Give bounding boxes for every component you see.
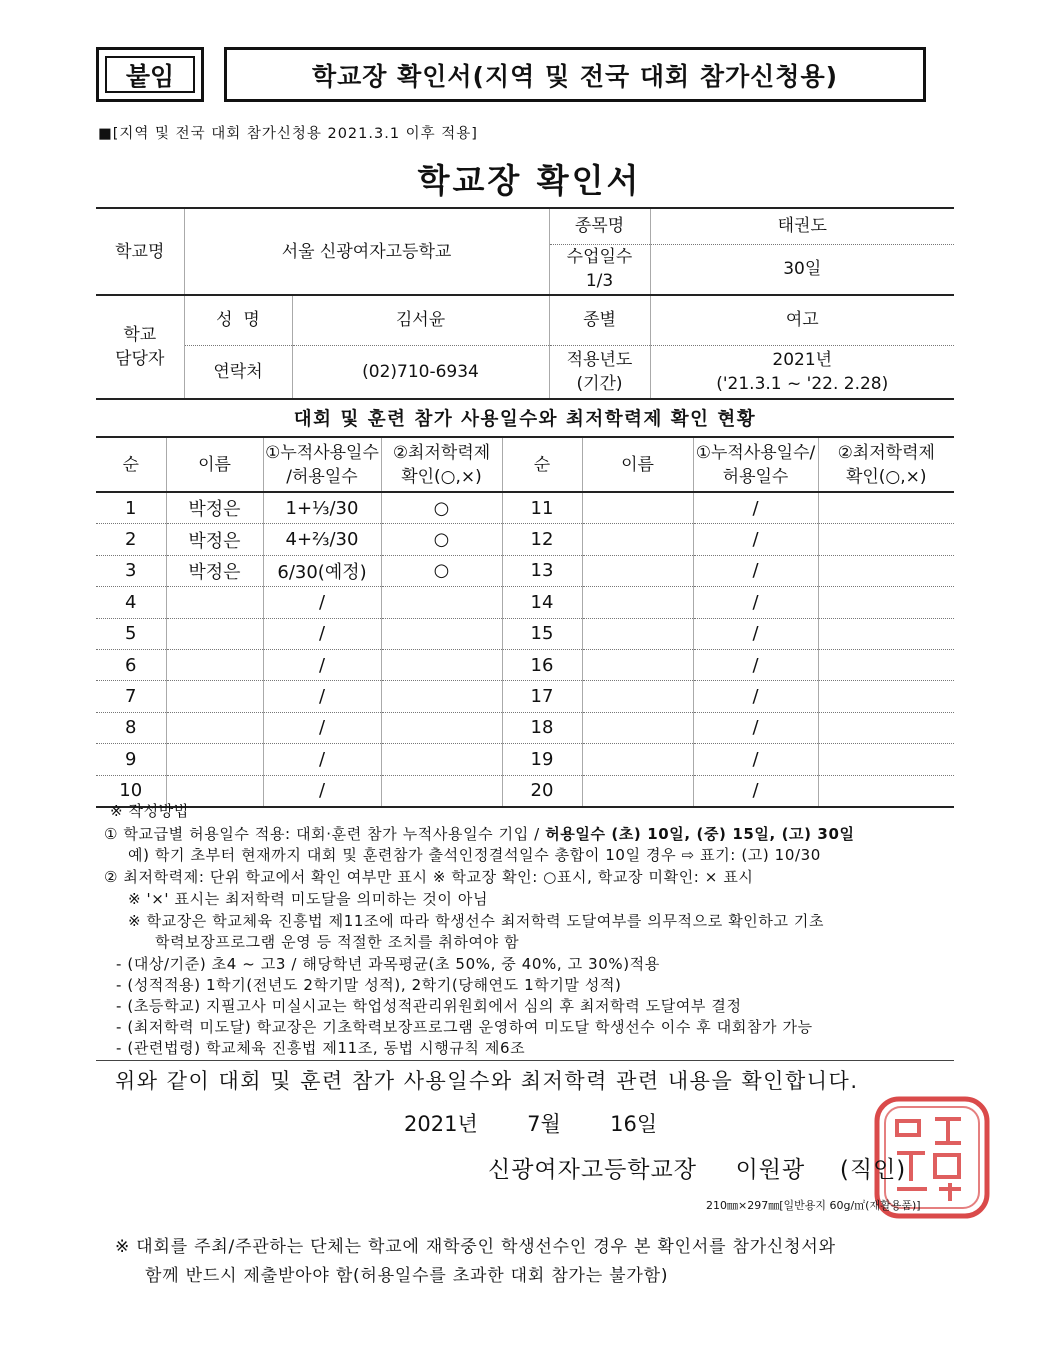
category-value: 여고: [650, 295, 954, 345]
event-label: 종목명: [549, 208, 650, 244]
row-no: 8: [96, 712, 166, 743]
table-row: [96, 555, 954, 586]
paper-spec: 210㎜×297㎜[일반용지 60g/㎡(재활용품)]: [706, 1199, 921, 1212]
attachment-label: 붙임: [125, 61, 175, 91]
date-month: 7월: [527, 1112, 561, 1136]
year-value: [650, 345, 954, 399]
row-name: [166, 587, 263, 618]
application-notice: ■[지역 및 전국 대회 참가신청용 2021.3.1 이후 적용]: [98, 126, 478, 142]
note-2-c: 학력보장프로그램 운영 등 적절한 조치를 취하여야 함: [155, 933, 520, 951]
header-min-right-line2: 확인(○,×): [845, 466, 927, 487]
date-day: 16일: [610, 1112, 658, 1136]
row-check-right: [818, 649, 954, 680]
manager-label-line1: 학교: [123, 325, 157, 345]
row-no: 6: [96, 649, 166, 680]
row-days: /: [263, 712, 381, 743]
header-cumulative-right: [693, 437, 818, 492]
row-check: [381, 681, 502, 712]
row-name: 박정은: [166, 492, 263, 524]
row-no: 9: [96, 744, 166, 775]
row-no-right: 20: [502, 775, 582, 807]
year-label-text: 적용년도: [566, 349, 633, 370]
note-2: ② 최저학력제: 단위 학교에서 확인 여부만 표시 ※ 학교장 확인: ○표시, 학교장 미확인: × 표시: [104, 868, 754, 886]
row-no-right: 19: [502, 744, 582, 775]
row-check-right: [818, 618, 954, 649]
attachment-label-box: [96, 47, 204, 102]
row-days: /: [263, 744, 381, 775]
row-days: 4+⅔/30: [263, 524, 381, 555]
year-value-text: 2021년: [772, 349, 833, 370]
note-1: [104, 824, 855, 845]
note-bullet-5: - (관련법령) 학교체육 진흥법 제11조, 동법 시행규칙 제6조: [116, 1039, 526, 1057]
school-value: 서울 신광여자고등학교: [184, 208, 549, 295]
school-info-table: [96, 207, 954, 400]
row-no-right: 11: [502, 492, 582, 524]
event-value: 태권도: [650, 208, 954, 244]
class-days-label: [549, 244, 650, 295]
row-no-right: 17: [502, 681, 582, 712]
header-title: 학교장 확인서(지역 및 전국 대회 참가신청용): [311, 61, 839, 91]
row-name: 박정은: [166, 524, 263, 555]
row-days: /: [263, 649, 381, 680]
row-check: [381, 649, 502, 680]
header-cumulative-right-line1: ①누적사용일수/: [695, 442, 816, 463]
table-row: [96, 524, 954, 555]
table-row: [96, 618, 954, 649]
row-no-right: 13: [502, 555, 582, 586]
row-check: [381, 744, 502, 775]
header-min-right-line1: ②최저학력제: [837, 442, 935, 463]
header-min-academic: [381, 437, 502, 492]
header-min-line2: 확인(○,×): [401, 466, 482, 487]
row-days-right: /: [693, 587, 818, 618]
class-days-value: 30일: [650, 244, 954, 295]
row-check-right: [818, 775, 954, 807]
manager-label-line2: 담당자: [115, 349, 165, 369]
table-row: [96, 744, 954, 775]
row-name: [166, 712, 263, 743]
header-name-right: 이름: [582, 437, 693, 492]
notes-divider: [96, 1060, 954, 1061]
footer-note: [115, 1233, 836, 1291]
row-days-right: /: [693, 775, 818, 807]
row-check: [381, 618, 502, 649]
row-no-right: 18: [502, 712, 582, 743]
table-row: [96, 712, 954, 743]
header-no-right: 순: [502, 437, 582, 492]
row-check: ○: [381, 524, 502, 555]
row-days: 1+⅓/30: [263, 492, 381, 524]
table-row: [96, 681, 954, 712]
header-name: 이름: [166, 437, 263, 492]
header-title-box: [224, 47, 926, 102]
row-days-right: /: [693, 618, 818, 649]
row-no: 10: [96, 775, 166, 807]
table-row: [96, 492, 954, 524]
category-label: 종별: [549, 295, 650, 345]
year-label-sub: (기간): [576, 373, 623, 394]
row-days-right: /: [693, 555, 818, 586]
note-bullet-1: - (대상/기준) 초4 ~ 고3 / 해당학년 과목평균(초 50%, 중 40%, 고 30%)적용: [116, 955, 660, 973]
principal-signature-line: [488, 1151, 906, 1184]
header-cumulative: [263, 437, 381, 492]
row-no-right: 15: [502, 618, 582, 649]
row-name: [166, 649, 263, 680]
row-check-right: [818, 555, 954, 586]
table-row: [96, 649, 954, 680]
row-no-right: 12: [502, 524, 582, 555]
row-name: 박정은: [166, 555, 263, 586]
row-check-right: [818, 524, 954, 555]
class-days-label-text: 수업일수: [566, 247, 633, 268]
note-1-example: 예) 학기 초부터 현재까지 대회 및 훈련참가 출석인정결석일수 총합이 10일 경우 ⇨ 표기: (고) 10/30: [128, 846, 821, 864]
row-check: [381, 587, 502, 618]
principal-name: 이원광: [735, 1157, 806, 1183]
row-days-right: /: [693, 649, 818, 680]
row-name: [166, 744, 263, 775]
row-check: [381, 775, 502, 807]
seal-label: (직인): [839, 1157, 907, 1183]
row-name: [166, 618, 263, 649]
footer-note-line1: ※ 대회를 주최/주관하는 단체는 학교에 재학중인 학생선수인 경우 본 확인서를 참가신청서와: [115, 1237, 836, 1257]
note-1-bold: 허용일수 (초) 10일, (중) 15일, (고) 30일: [545, 825, 855, 843]
manager-label: [96, 295, 184, 399]
confirmation-statement: 위와 같이 대회 및 훈련 참가 사용일수와 최저학력 관련 내용을 확인합니다.: [115, 1069, 859, 1093]
row-name-right: [582, 712, 693, 743]
row-name-right: [582, 555, 693, 586]
note-bullet-3: - (초등학교) 지필고사 미실시교는 학업성적관리위원회에서 심의 후 최저학력 도달여부 결정: [116, 997, 742, 1015]
table-row: [96, 587, 954, 618]
row-no: 7: [96, 681, 166, 712]
date-year: 2021년: [404, 1112, 478, 1136]
issue-date: [404, 1108, 657, 1138]
row-days-right: /: [693, 681, 818, 712]
row-check: ○: [381, 555, 502, 586]
row-days-right: /: [693, 524, 818, 555]
contact-label: 연락처: [184, 345, 292, 399]
row-check-right: [818, 744, 954, 775]
name-value: 김서윤: [292, 295, 549, 345]
row-name-right: [582, 587, 693, 618]
row-check-right: [818, 681, 954, 712]
note-bullet-2: - (성적적용) 1학기(전년도 2학기말 성적), 2학기(당해연도 1학기말 성적): [116, 976, 622, 994]
footer-note-line2: 함께 반드시 제출받아야 함(허용일수를 초과한 대회 참가는 불가함): [145, 1266, 669, 1286]
row-no: 5: [96, 618, 166, 649]
contact-value: (02)710-6934: [292, 345, 549, 399]
row-name: [166, 681, 263, 712]
note-bullet-4: - (최저학력 미도달) 학교장은 기초학력보장프로그램 운영하여 미도달 학생선수 이수 후 대회참가 가능: [116, 1018, 813, 1036]
header-min-academic-right: [818, 437, 954, 492]
row-no: 3: [96, 555, 166, 586]
note-2-b: ※ 학교장은 학교체육 진흥법 제11조에 따라 학생선수 최저학력 도달여부를 의무적으로 확인하고 기초: [128, 912, 825, 930]
row-days: /: [263, 587, 381, 618]
row-name-right: [582, 744, 693, 775]
row-no-right: 14: [502, 587, 582, 618]
usage-table-header: [96, 437, 954, 492]
row-days: /: [263, 618, 381, 649]
school-label: 학교명: [96, 208, 184, 295]
header-cumulative-line1: ①누적사용일수: [265, 442, 379, 463]
row-name-right: [582, 681, 693, 712]
header-cumulative-right-line2: 허용일수: [722, 466, 789, 487]
row-name-right: [582, 775, 693, 807]
row-days-right: /: [693, 744, 818, 775]
year-value-sub: ('21.3.1 ~ '22. 2.28): [716, 373, 889, 394]
usage-days-table: [96, 436, 954, 808]
note-2-a: ※ '×' 표시는 최저학력 미도달을 의미하는 것이 아님: [128, 890, 489, 908]
row-check-right: [818, 712, 954, 743]
row-no-right: 16: [502, 649, 582, 680]
row-days-right: /: [693, 492, 818, 524]
header-min-line1: ②최저학력제: [392, 442, 491, 463]
class-days-sub: 1/3: [585, 271, 614, 292]
row-no: 2: [96, 524, 166, 555]
row-check-right: [818, 587, 954, 618]
row-days: 6/30(예정): [263, 555, 381, 586]
header-cumulative-line2: /허용일수: [286, 466, 358, 487]
note-1-text: ① 학교급별 허용일수 적용: 대회·훈련 참가 누적사용일수 기입 /: [104, 825, 546, 843]
row-name-right: [582, 492, 693, 524]
row-days-right: /: [693, 712, 818, 743]
row-days: /: [263, 775, 381, 807]
row-check-right: [818, 492, 954, 524]
row-name-right: [582, 618, 693, 649]
row-check: [381, 712, 502, 743]
row-check: ○: [381, 492, 502, 524]
principal-school: 신광여자고등학교장: [488, 1157, 697, 1183]
document-title: 학교장 확인서: [417, 161, 642, 200]
header-no: 순: [96, 437, 166, 492]
table-row: [96, 775, 954, 807]
row-no: 1: [96, 492, 166, 524]
row-no: 4: [96, 587, 166, 618]
notes-heading: ※ 작성방법: [110, 802, 189, 820]
row-name-right: [582, 524, 693, 555]
name-label: 성 명: [184, 295, 292, 345]
section-title: 대회 및 훈련 참가 사용일수와 최저학력제 확인 현황: [293, 409, 757, 430]
row-name-right: [582, 649, 693, 680]
row-days: /: [263, 681, 381, 712]
year-label: [549, 345, 650, 399]
